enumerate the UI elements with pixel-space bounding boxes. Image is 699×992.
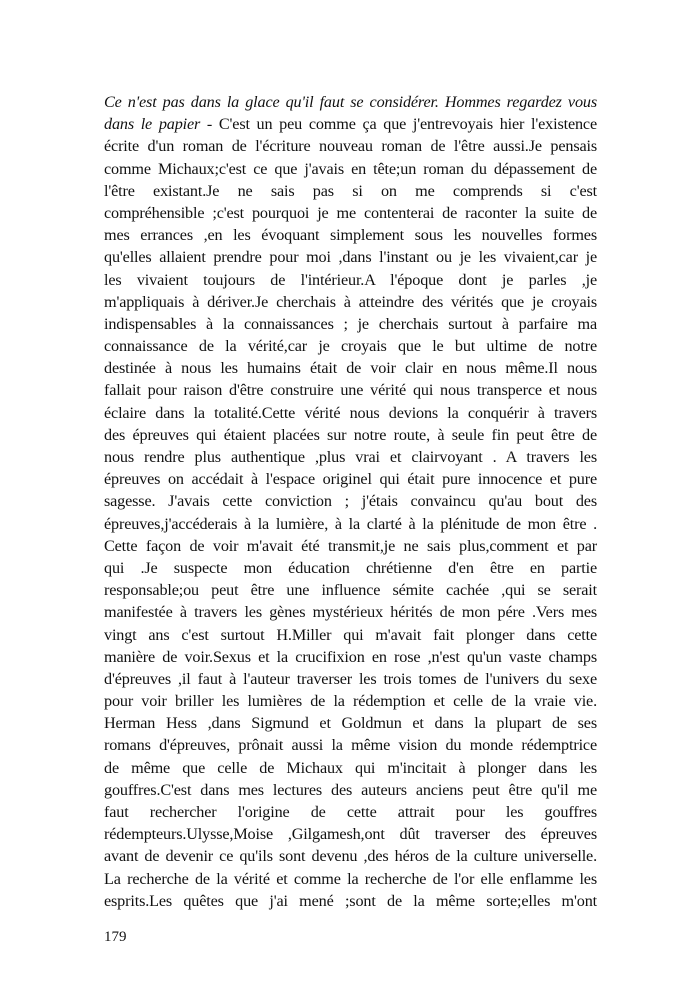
line-text: l'être existant.Je ne sais pas si on me comprends si c'est	[104, 181, 597, 200]
text-line	[104, 801, 597, 823]
text-line	[104, 823, 597, 845]
line-text: épreuves,j'accéderais à la lumière, à la clarté à la plénitude de mon être .	[104, 514, 597, 533]
text-line	[104, 601, 597, 623]
text-line	[104, 690, 597, 712]
text-line	[104, 402, 597, 424]
line-text: nous rendre plus authentique ,plus vrai et clairvoyant . A travers les	[104, 448, 597, 466]
text-line	[104, 490, 597, 512]
line-text: vingt ans c'est surtout H.Miller qui m'avait fait plonger dans cette	[104, 625, 597, 644]
body-text	[104, 91, 597, 912]
text-line	[104, 424, 597, 446]
line-text: avant de devenir ce qu'ils sont devenu ,des héros de la culture universelle.	[104, 847, 597, 866]
page-number: 179	[104, 929, 127, 945]
line-text: Herman Hess ,dans Sigmund et Goldmun et dans la plupart de ses	[104, 714, 597, 733]
text-line	[104, 335, 597, 357]
text-line	[104, 579, 597, 601]
text-line	[104, 868, 597, 890]
text-line	[104, 557, 597, 579]
line-text: d'épreuves ,il faut à l'auteur traverser les trois tomes de l'univers du sexe	[104, 669, 597, 688]
line-text: destinée à nous les humains était de voir clair en nous même.Il nous	[104, 359, 597, 378]
text-line	[104, 158, 597, 180]
text-line	[104, 357, 597, 379]
line-text: sagesse. J'avais cette conviction ; j'étais convaincu qu'au bout des	[104, 492, 597, 511]
text-line	[104, 779, 597, 801]
line-text: manière de voir.Sexus et la crucifixion en rose ,n'est qu'un vaste champs	[104, 647, 597, 666]
italic-epigraph-text: dans le papier	[104, 115, 201, 134]
text-line	[104, 269, 597, 291]
text-line	[104, 291, 597, 313]
line-text: - C'est un peu comme ça que j'entrevoyais hier l'existence	[200, 115, 597, 134]
line-text: écrite d'un roman de l'écriture nouveau roman de l'être aussi.Je pensais	[104, 137, 597, 156]
text-line	[104, 513, 597, 535]
line-text: La recherche de la vérité et comme la recherche de l'or elle enflamme les	[104, 869, 597, 888]
line-text: m'appliquais à dériver.Je cherchais à atteindre des vérités que je croyais	[104, 292, 597, 311]
line-text: qu'elles allaient prendre pour moi ,dans l'instant ou je les vivaient,car je	[104, 248, 597, 267]
text-line	[104, 180, 597, 202]
line-text: mes errances ,en les évoquant simplement sous les nouvelles formes	[104, 226, 597, 245]
line-text: Cette façon de voir m'avait été transmit,je ne sais plus,comment et par	[104, 536, 597, 555]
text-line	[104, 379, 597, 401]
text-line	[104, 91, 597, 113]
text-line	[104, 712, 597, 734]
line-text: faut rechercher l'origine de cette attrait pour les gouffres	[104, 803, 597, 821]
text-line	[104, 246, 597, 268]
line-text: manifestée à travers les gènes mystérieux hérités de mon pére .Vers mes	[104, 603, 597, 622]
text-line	[104, 890, 597, 912]
line-text: indispensables à la connaissances ; je cherchais surtout à parfaire ma	[104, 314, 597, 333]
line-text: fallait pour raison d'être construire une vérité qui nous transperce et nous	[104, 381, 597, 400]
line-text: qui .Je suspecte mon éducation chrétienne d'en être en partie	[104, 558, 597, 577]
line-text: pour voir briller les lumières de la rédemption et celle de la vraie vie.	[104, 692, 597, 711]
text-line	[104, 757, 597, 779]
line-text: des épreuves qui étaient placées sur notre route, à seule fin peut être de	[104, 425, 597, 444]
text-line	[104, 646, 597, 668]
line-text: gouffres.C'est dans mes lectures des auteurs anciens peut être qu'il me	[104, 780, 597, 799]
line-text: éclaire dans la totalité.Cette vérité nous devions la conquérir à travers	[104, 403, 597, 422]
text-line	[104, 535, 597, 557]
line-text: de même que celle de Michaux qui m'incitait à plonger dans les	[104, 758, 597, 777]
line-text: romans d'épreuves, prônait aussi la même vision du monde rédemptrice	[104, 736, 597, 755]
text-line	[104, 446, 597, 468]
text-line	[104, 668, 597, 690]
text-line	[104, 113, 597, 135]
text-line	[104, 224, 597, 246]
line-text: compréhensible ;c'est pourquoi je me contenterai de raconter la suite de	[104, 203, 597, 222]
line-text: épreuves on accédait à l'espace originel qui était pure innocence et pure	[104, 470, 597, 489]
line-text: esprits.Les quêtes que j'ai mené ;sont de la même sorte;elles m'ont	[104, 891, 597, 910]
line-text: les vivaient toujours de l'intérieur.A l'époque dont je parles ,je	[104, 270, 597, 289]
line-text: comme Michaux;c'est ce que j'avais en tête;un roman du dépassement de	[104, 159, 597, 178]
text-line	[104, 624, 597, 646]
line-text: rédempteurs.Ulysse,Moise ,Gilgamesh,ont dût traverser des épreuves	[104, 825, 597, 844]
line-text: responsable;ou peut être une influence sémite cachée ,qui se serait	[104, 581, 597, 600]
line-text: connaissance de la vérité,car je croyais que le but ultime de notre	[104, 337, 597, 356]
text-line	[104, 468, 597, 490]
text-line	[104, 313, 597, 335]
text-line	[104, 135, 597, 157]
text-line	[104, 734, 597, 756]
text-line	[104, 202, 597, 224]
text-line	[104, 845, 597, 867]
italic-epigraph-text: Ce n'est pas dans la glace qu'il faut se considérer. Hommes regardez vous	[104, 93, 597, 111]
